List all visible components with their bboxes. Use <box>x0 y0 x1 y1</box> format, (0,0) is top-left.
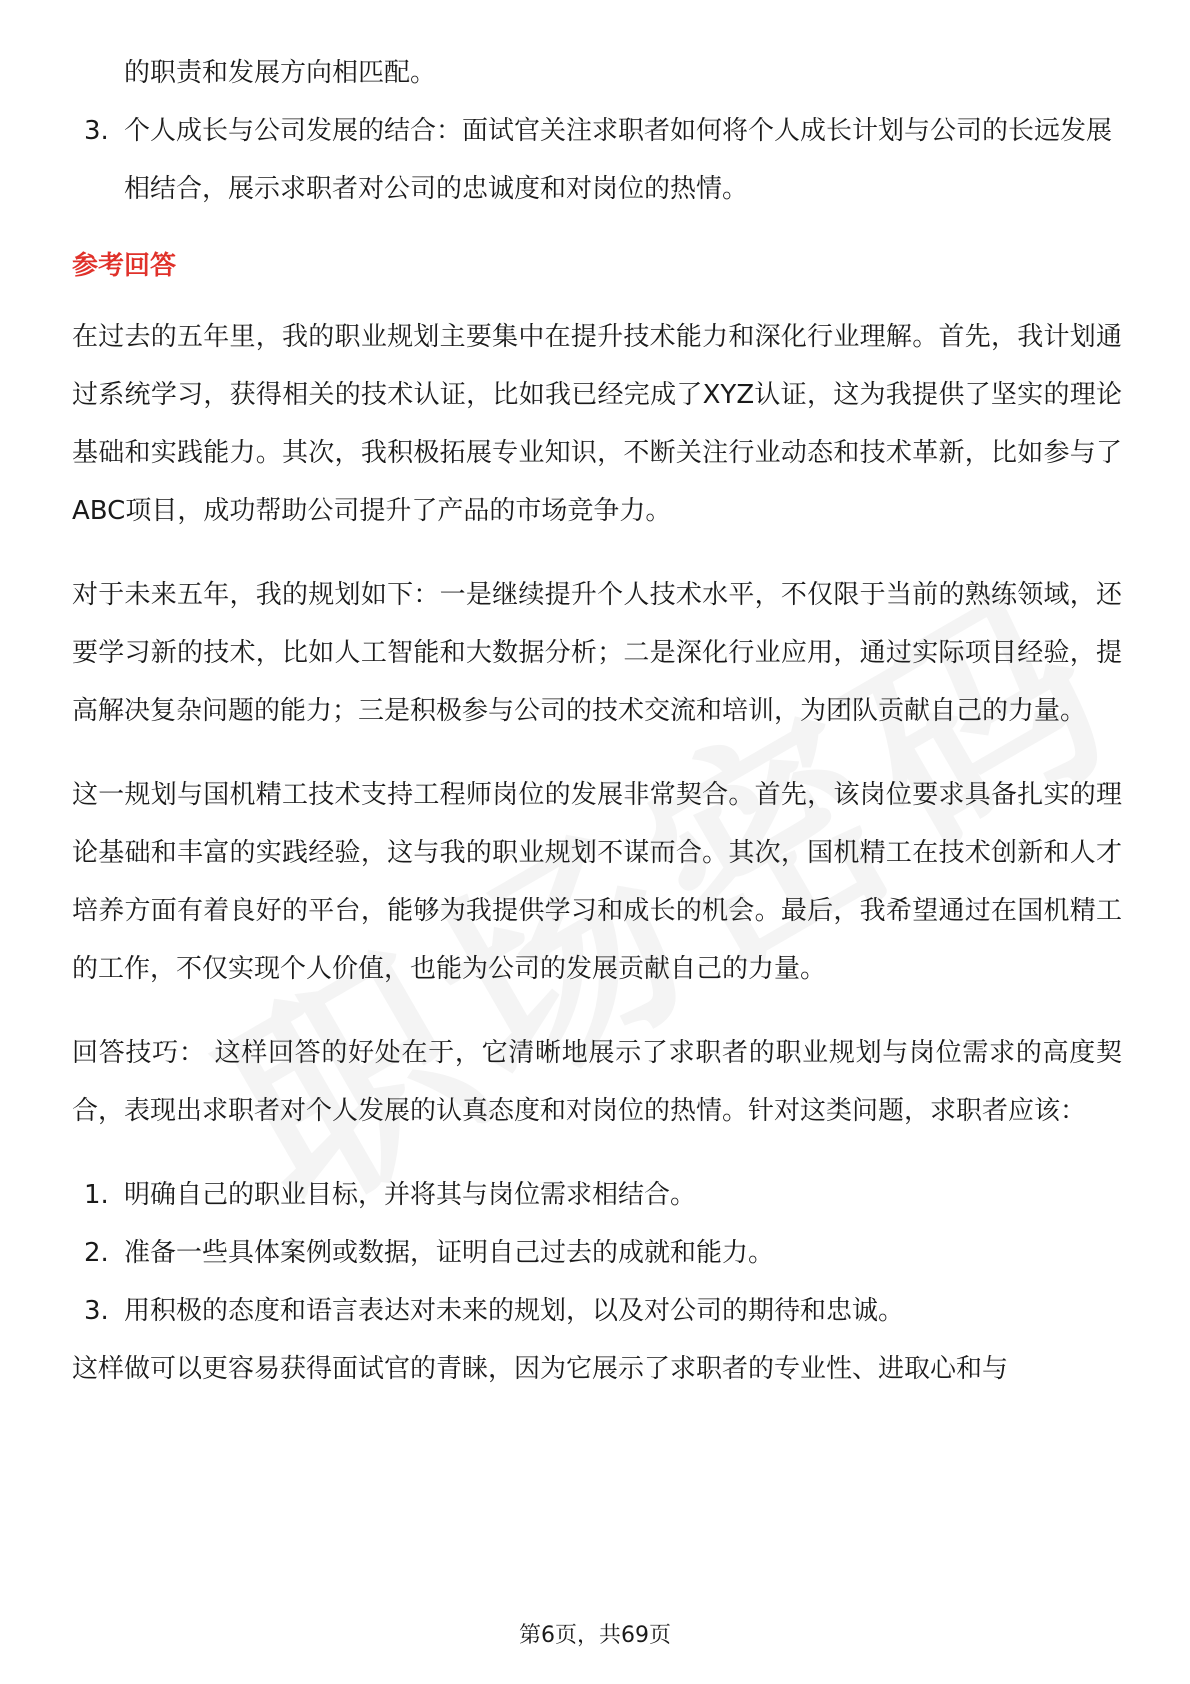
page-number-footer: 第6页，共69页 <box>519 1623 671 1648</box>
list-item-text: 准备一些具体案例或数据，证明自己过去的成就和能力。 <box>124 1238 775 1268</box>
list-number: 3. <box>84 116 109 146</box>
list-item-text: 个人成长与公司发展的结合：面试官关注求职者如何将个人成长计划与公司的长远发展相结合，展示求职者对公司的忠诚度和对岗位的热情。 <box>124 116 1113 204</box>
list-item <box>72 1224 1122 1282</box>
tips-intro-paragraph: 回答技巧： 这样回答的好处在于，它清晰地展示了求职者的职业规划与岗位需求的高度契合，表现出求职者对个人发展的认真态度和对岗位的热情。针对这类问题，求职者应该： <box>72 1038 1122 1126</box>
list-number: 3. <box>84 1296 109 1326</box>
continued-list-text: 的职责和发展方向相匹配。 <box>124 58 437 88</box>
section-heading: 参考回答 <box>72 251 177 281</box>
list-item <box>72 1166 1122 1224</box>
page-content <box>72 44 1122 1424</box>
closing-paragraph: 这样做可以更容易获得面试官的青睐，因为它展示了求职者的专业性、进取心和与 <box>72 1354 1009 1384</box>
list-number: 1. <box>84 1180 109 1210</box>
list-item-text: 用积极的态度和语言表达对未来的规划，以及对公司的期待和忠诚。 <box>124 1296 905 1326</box>
list-item-text: 明确自己的职业目标，并将其与岗位需求相结合。 <box>124 1180 697 1210</box>
list-item <box>72 102 1122 218</box>
answer-paragraph: 对于未来五年，我的规划如下：一是继续提升个人技术水平，不仅限于当前的熟练领域，还要学习新的技术，比如人工智能和大数据分析；二是深化行业应用，通过实际项目经验，提高解决复杂问题的能力；三是积极参与公司的技术交流和培训，为团队贡献自己的力量。 <box>72 580 1122 726</box>
answer-paragraph: 在过去的五年里，我的职业规划主要集中在提升技术能力和深化行业理解。首先，我计划通过系统学习，获得相关的技术认证，比如我已经完成了XYZ认证，这为我提供了坚实的理论基础和实践能力。其次，我积极拓展专业知识，不断关注行业动态和技术革新，比如参与了ABC项目，成功帮助公司提升了产品的市场竞争力。 <box>72 322 1122 526</box>
answer-paragraph: 这一规划与国机精工技术支持工程师岗位的发展非常契合。首先，该岗位要求具备扎实的理论基础和丰富的实践经验，这与我的职业规划不谋而合。其次，国机精工在技术创新和人才培养方面有着良好的平台，能够为我提供学习和成长的机会。最后，我希望通过在国机精工的工作，不仅实现个人价值，也能为公司的发展贡献自己的力量。 <box>72 780 1122 984</box>
criteria-list <box>72 102 1122 218</box>
list-number: 2. <box>84 1238 109 1268</box>
tips-list <box>72 1166 1122 1340</box>
list-item <box>72 1282 1122 1340</box>
